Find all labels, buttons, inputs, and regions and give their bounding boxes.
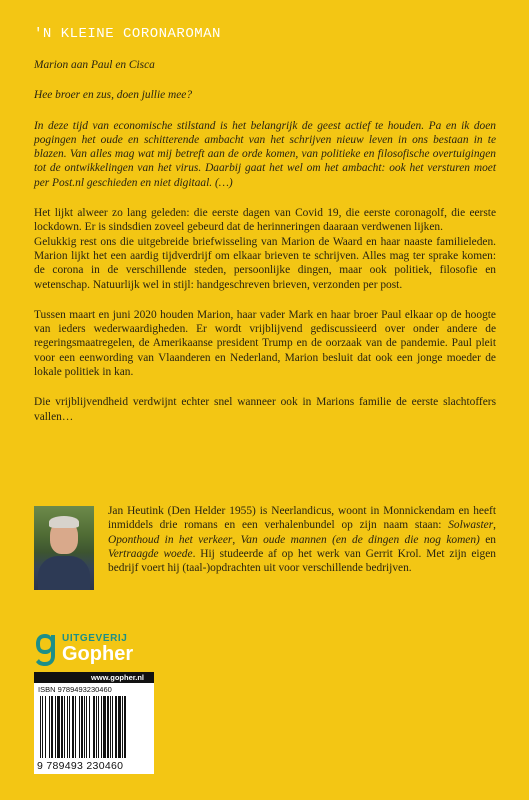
publisher-label-small: UITGEVERIJ [62, 633, 128, 644]
blurb-paragraph-3: Tussen maart en juni 2020 houden Marion, haar vader Mark en haar broer Paul elkaar op de hoogte van ieders wederwaardigheden. Er wordt vrijblijvend gediscussieerd over onder andere de regeringsmaatregelen, de Amerikaanse president Trump en de oorzaak van de pandemie. Paul pleit voor een eenwording van Vlaanderen en Nederland, Marion besluit dat ook een jonge moeder de lokale politiek in kan. [34, 308, 496, 379]
publisher-name: Gopher [62, 643, 134, 665]
book-title-vertraagde-woede: Vertraagde woede [108, 547, 193, 560]
salutation-line: Marion aan Paul en Cisca [34, 59, 155, 71]
greeting-line: Hee broer en zus, doen jullie mee? [34, 89, 193, 102]
excerpt-paragraph: In deze tijd van economische stilstand is het belangrijk de geest actief te houden. Pa en ik doen pogingen het oude en schitterende ambacht van het schrijven nieuw leven in ons bestaan in te blazen. Van alles mag wat mij betreft aan de orde komen, van politieke en filosofische overtuigingen tot de ontwikkelingen van het virus. Daarbij gaat het wel om het ambacht: ook het versturen moet per Post.nl geschieden en niet digitaal. (…) [34, 119, 496, 189]
back-cover [34, 26, 496, 424]
book-title-van-oude-mannen: Van oude mannen (en de dingen die nog komen) [240, 533, 480, 546]
book-title-solwaster: Solwaster [448, 519, 494, 532]
barcode-box [34, 672, 154, 774]
gopher-logo-icon [34, 632, 56, 668]
blurb-paragraph-1: Het lijkt alweer zo lang geleden: die eerste dagen van Covid 19, die eerste coronagolf, die eerste lockdown. Er is sindsdien zoveel gebeurd dat de herinneringen daaraan verdwenen lijken. [34, 207, 496, 234]
blurb-paragraph-4: Die vrijblijvendheid verdwijnt echter snel wanneer ook in Marions familie de eerste slachtoffers vallen… [34, 396, 496, 423]
author-bio-text: Jan Heutink (Den Helder 1955) is Neerlandicus, woont in Monnickendam en heeft inmiddels drie romans en een verhalenbundel op zijn naam staan: [108, 505, 496, 532]
publisher-logo [34, 632, 154, 672]
isbn-digits: 9 789493 230460 [37, 760, 124, 772]
author-photo [34, 506, 94, 590]
isbn-label: ISBN 9789493230460 [38, 685, 112, 694]
barcode [38, 696, 150, 758]
book-title: 'N KLEINE CORONAROMAN [34, 26, 221, 42]
author-bio: Jan Heutink (Den Helder 1955) is Neerlandicus, woont in Monnickendam en heeft inmiddels drie romans en een verhalenbundel op zijn naam staan: Solwaster, Oponthoud in het verkeer, Van oude mannen (en de dingen die nog komen) en Vertraagde woede. Hij studeerde af op het werk van Gerrit Krol. Met zijn eigen bedrijf voert hij (taal-)opdrachten uit voor verschillende bedrijven. [108, 505, 497, 575]
blurb-paragraph-2: Gelukkig rest ons die uitgebreide briefwisseling van Marion de Waard en haar naaste familieleden. Marion lijkt het een aardig tijdverdrijf om elkaar brieven te schrijven. Alles mag ter sprake komen: de corona in de verschillende steden, persoonlijke dingen, maar ook politiek, filosofie en wetenschap. Natuurlijk wel in stijl: handgeschreven brieven, verzonden per post. [34, 235, 496, 291]
publisher-website: www.gopher.nl [34, 672, 154, 683]
book-title-oponthoud: Oponthoud in het verkeer [108, 533, 233, 546]
